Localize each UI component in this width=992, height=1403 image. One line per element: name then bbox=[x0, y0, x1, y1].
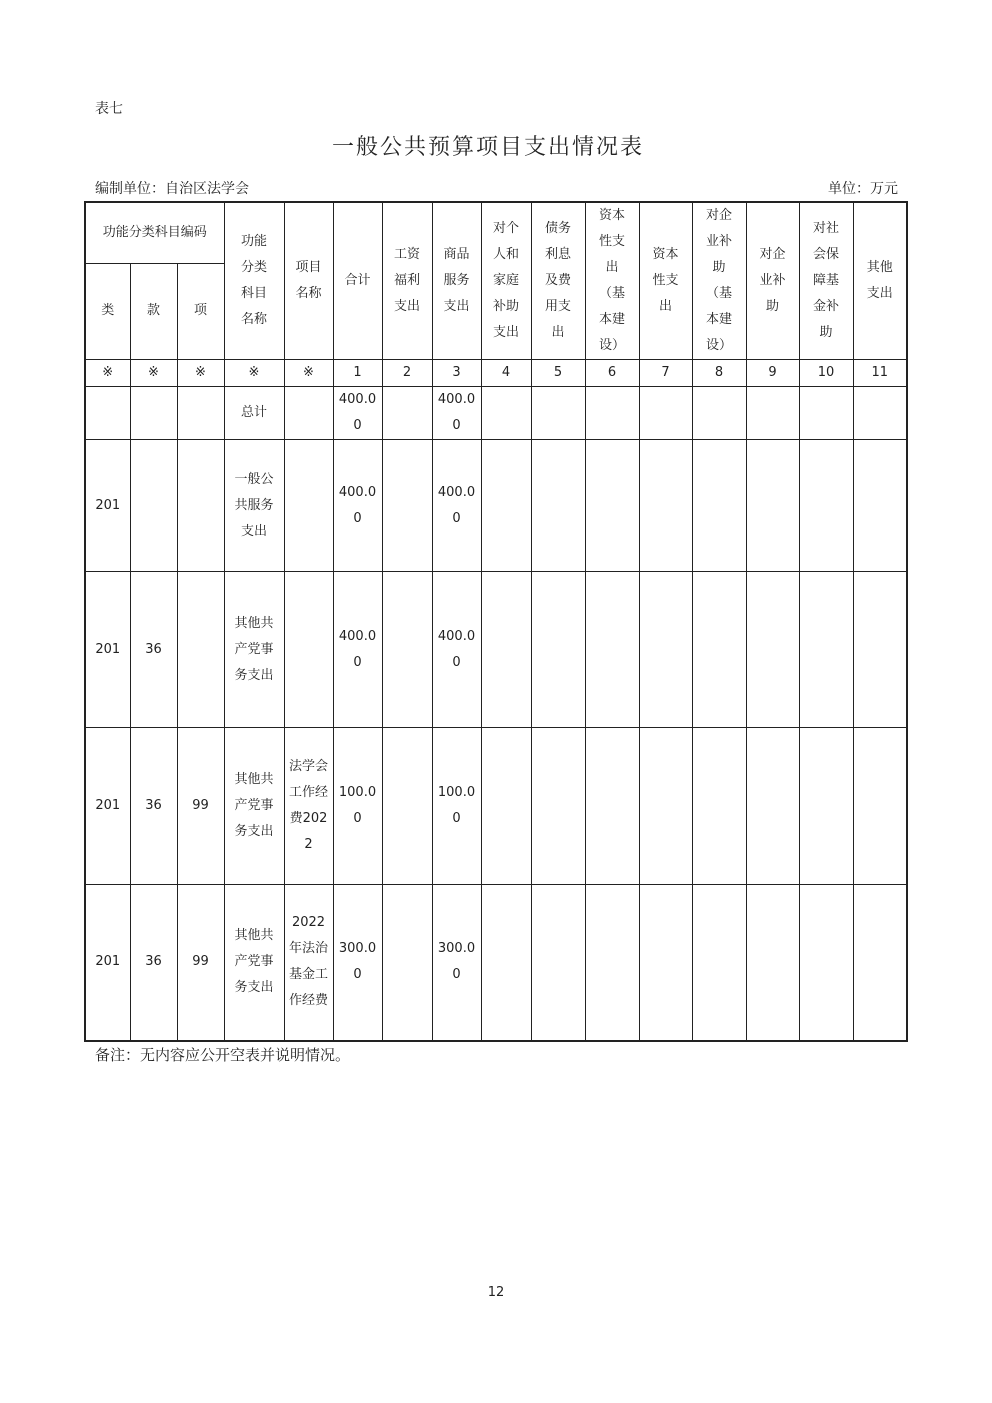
cell-goods bbox=[432, 572, 481, 728]
cell-empty bbox=[481, 572, 531, 728]
cell-xiang: 99 bbox=[177, 728, 224, 885]
header-other: 其他 支出 bbox=[853, 202, 907, 360]
cell-empty bbox=[853, 572, 907, 728]
cell-empty bbox=[853, 440, 907, 572]
cell-project bbox=[284, 440, 333, 572]
cell-subject bbox=[224, 728, 284, 885]
cell-goods bbox=[432, 387, 481, 440]
subject-text: 其他共产党事务支出 bbox=[234, 928, 274, 996]
cell-project bbox=[284, 885, 333, 1041]
cell-lei: 201 bbox=[85, 885, 130, 1041]
subject-text: 其他共产党事务支出 bbox=[234, 615, 274, 683]
header-enterprise-subsidy: 对企 业补 助 bbox=[746, 202, 799, 360]
cell-empty bbox=[639, 885, 692, 1041]
cell-empty bbox=[481, 728, 531, 885]
cell-empty bbox=[481, 885, 531, 1041]
cell-empty bbox=[585, 572, 639, 728]
cell-empty bbox=[746, 387, 799, 440]
header-personal-subsidy: 对个 人和 家庭 补助 支出 bbox=[481, 202, 531, 360]
cell-empty bbox=[692, 728, 746, 885]
goods-value: 300.00 bbox=[437, 941, 476, 983]
cell-empty bbox=[746, 885, 799, 1041]
cell-empty bbox=[799, 885, 853, 1041]
cell-subject bbox=[224, 885, 284, 1041]
header-group-code: 功能分类科目编码 bbox=[85, 202, 224, 263]
index-cell: ※ bbox=[177, 360, 224, 387]
index-cell: ※ bbox=[224, 360, 284, 387]
table-row bbox=[85, 387, 907, 440]
header-xiang: 项 bbox=[177, 263, 224, 359]
page-number: 12 bbox=[487, 1285, 505, 1300]
index-cell: 6 bbox=[585, 360, 639, 387]
cell-empty bbox=[799, 728, 853, 885]
cell-project bbox=[284, 728, 333, 885]
cell-empty bbox=[481, 440, 531, 572]
cell-project bbox=[284, 387, 333, 440]
total-value: 400.00 bbox=[338, 628, 377, 670]
cell-empty bbox=[799, 387, 853, 440]
goods-value: 400.00 bbox=[437, 484, 476, 526]
cell-empty bbox=[639, 387, 692, 440]
index-cell: 1 bbox=[333, 360, 382, 387]
header-enterprise-subsidy-construction: 对企 业补 助 （基 本建 设） bbox=[692, 202, 746, 360]
cell-empty bbox=[799, 440, 853, 572]
cell-salary bbox=[382, 387, 432, 440]
cell-empty bbox=[531, 572, 585, 728]
cell-total bbox=[333, 572, 382, 728]
header-salary: 工资 福利 支出 bbox=[382, 202, 432, 360]
table-row bbox=[85, 572, 907, 728]
cell-salary bbox=[382, 728, 432, 885]
subject-text: 其他共产党事务支出 bbox=[234, 772, 274, 839]
header-goods-services: 商品 服务 支出 bbox=[432, 202, 481, 360]
total-value: 100.00 bbox=[338, 785, 377, 826]
cell-empty bbox=[481, 387, 531, 440]
header-row-1 bbox=[85, 202, 907, 263]
cell-empty bbox=[585, 387, 639, 440]
subject-text: 总计 bbox=[240, 405, 267, 420]
cell-empty bbox=[531, 440, 585, 572]
index-cell: 10 bbox=[799, 360, 853, 387]
project-text: 2022年法治基金工作经费 bbox=[288, 915, 328, 1009]
cell-goods bbox=[432, 440, 481, 572]
index-cell: ※ bbox=[85, 360, 130, 387]
header-subject-name: 功能 分类 科目 名称 bbox=[224, 202, 284, 360]
cell-empty bbox=[853, 728, 907, 885]
table-row bbox=[85, 728, 907, 885]
cell-goods bbox=[432, 885, 481, 1041]
cell-lei: 201 bbox=[85, 728, 130, 885]
budget-table bbox=[84, 201, 908, 1042]
cell-empty bbox=[692, 572, 746, 728]
cell-empty bbox=[799, 572, 853, 728]
goods-value: 400.00 bbox=[437, 392, 476, 433]
cell-empty bbox=[585, 885, 639, 1041]
cell-xiang: 99 bbox=[177, 885, 224, 1041]
index-cell: 3 bbox=[432, 360, 481, 387]
cell-kuan bbox=[130, 387, 177, 440]
index-cell: 8 bbox=[692, 360, 746, 387]
cell-salary bbox=[382, 440, 432, 572]
cell-kuan: 36 bbox=[130, 885, 177, 1041]
cell-empty bbox=[531, 387, 585, 440]
cell-xiang bbox=[177, 387, 224, 440]
cell-salary bbox=[382, 572, 432, 728]
project-text: 法学会工作经费2022 bbox=[288, 759, 328, 852]
cell-lei bbox=[85, 387, 130, 440]
index-cell: 5 bbox=[531, 360, 585, 387]
index-cell: 9 bbox=[746, 360, 799, 387]
cell-goods bbox=[432, 728, 481, 885]
cell-empty bbox=[531, 728, 585, 885]
cell-total bbox=[333, 728, 382, 885]
index-cell: 11 bbox=[853, 360, 907, 387]
header-total: 合计 bbox=[333, 202, 382, 360]
index-cell: 4 bbox=[481, 360, 531, 387]
header-capital: 资本 性支 出 bbox=[639, 202, 692, 360]
goods-value: 400.00 bbox=[437, 628, 476, 670]
cell-total bbox=[333, 440, 382, 572]
cell-lei: 201 bbox=[85, 572, 130, 728]
cell-empty bbox=[692, 885, 746, 1041]
subject-text: 一般公共服务支出 bbox=[234, 471, 274, 539]
cell-xiang bbox=[177, 572, 224, 728]
header-project-name: 项目 名称 bbox=[284, 202, 333, 360]
cell-empty bbox=[639, 572, 692, 728]
total-value: 300.00 bbox=[338, 941, 377, 983]
cell-empty bbox=[853, 885, 907, 1041]
table-row bbox=[85, 885, 907, 1041]
footnote: 备注：无内容应公开空表并说明情况。 bbox=[95, 1046, 351, 1064]
cell-lei: 201 bbox=[85, 440, 130, 572]
header-social-security-subsidy: 对社 会保 障基 金补 助 bbox=[799, 202, 853, 360]
cell-kuan: 36 bbox=[130, 728, 177, 885]
cell-empty bbox=[746, 728, 799, 885]
header-lei: 类 bbox=[85, 263, 130, 359]
cell-project bbox=[284, 572, 333, 728]
index-row bbox=[85, 360, 907, 387]
index-cell: ※ bbox=[284, 360, 333, 387]
compiling-unit: 编制单位：自治区法学会 bbox=[95, 181, 249, 197]
cell-empty bbox=[746, 572, 799, 728]
index-cell: 7 bbox=[639, 360, 692, 387]
cell-total bbox=[333, 885, 382, 1041]
table-number: 表七 bbox=[95, 101, 123, 117]
page-title: 一般公共预算项目支出情况表 bbox=[331, 135, 644, 160]
cell-empty bbox=[585, 440, 639, 572]
goods-value: 100.00 bbox=[437, 785, 476, 826]
cell-empty bbox=[639, 440, 692, 572]
cell-empty bbox=[692, 440, 746, 572]
cell-empty bbox=[746, 440, 799, 572]
cell-xiang bbox=[177, 440, 224, 572]
index-cell: ※ bbox=[130, 360, 177, 387]
cell-empty bbox=[639, 728, 692, 885]
cell-total bbox=[333, 387, 382, 440]
total-value: 400.00 bbox=[338, 392, 377, 433]
cell-empty bbox=[692, 387, 746, 440]
header-debt-interest: 债务 利息 及费 用支 出 bbox=[531, 202, 585, 360]
currency-unit: 单位：万元 bbox=[828, 181, 898, 197]
cell-empty bbox=[531, 885, 585, 1041]
header-kuan: 款 bbox=[130, 263, 177, 359]
cell-empty bbox=[853, 387, 907, 440]
index-cell: 2 bbox=[382, 360, 432, 387]
cell-subject bbox=[224, 387, 284, 440]
cell-subject bbox=[224, 440, 284, 572]
cell-salary bbox=[382, 885, 432, 1041]
table-row bbox=[85, 440, 907, 572]
cell-kuan bbox=[130, 440, 177, 572]
cell-empty bbox=[585, 728, 639, 885]
cell-kuan: 36 bbox=[130, 572, 177, 728]
total-value: 400.00 bbox=[338, 484, 377, 526]
header-capital-construction: 资本 性支 出 （基 本建 设） bbox=[585, 202, 639, 360]
cell-subject bbox=[224, 572, 284, 728]
